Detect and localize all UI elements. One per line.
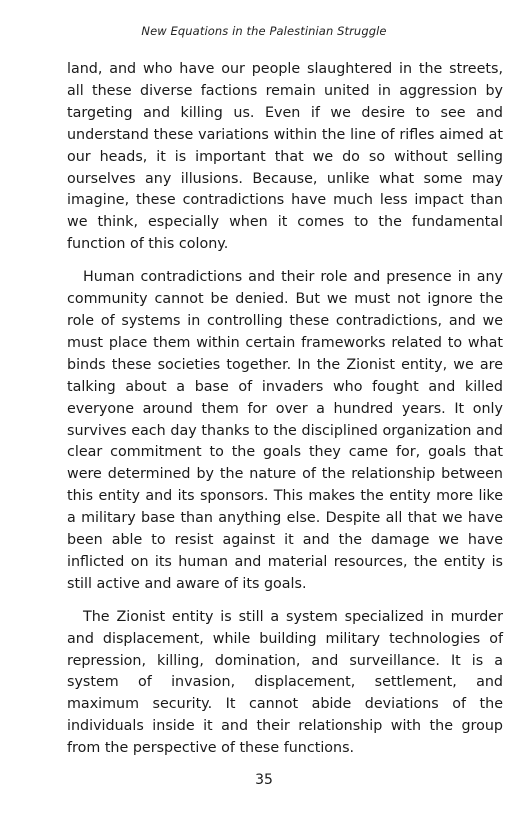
page-number: 35: [255, 772, 273, 788]
paragraph-continuation: land, and who have our people slaughtered in the streets, all these diverse factions remain united in aggression by targeting and killing us. Even if we desire to see and understand these variations within the line of rifles aimed at our heads, it is important that we do so without selling ourselves any illusions. Because, unlike what some may imagine, these contradictions have much less impact than we think, especially when it comes to the fundamental function of this colony.: [67, 61, 503, 253]
body-text: [67, 59, 503, 771]
running-header: New Equations in the Palestinian Struggle: [141, 24, 387, 38]
paragraph-zionist-system: The Zionist entity is still a system specialized in murder and displacement, while building military technologies of repression, killing, domination, and surveillance. It is a system of invasion, displacement, settlement, and maximum security. It cannot abide deviations of the individuals inside it and their relationship with the group from the perspective of these functions.: [67, 608, 503, 757]
paragraph-human-contradictions: Human contradictions and their role and presence in any community cannot be denied. But we must not ignore the role of systems in controlling these contradictions, and we must place them within certain frameworks related to what binds these societies together. In the Zionist entity, we are talking about a base of invaders who fought and killed everyone around them for over a hundred years. It only survives each day thanks to the disciplined organization and clear commitment to the goals they came for, goals that were determined by the nature of the relationship between this entity and its sponsors. This makes the entity more like a military base than anything else. Despite all that we have been able to resist against it and the damage we have inflicted on its human and material resources, the entity is still active and aware of its goals.: [67, 269, 503, 592]
